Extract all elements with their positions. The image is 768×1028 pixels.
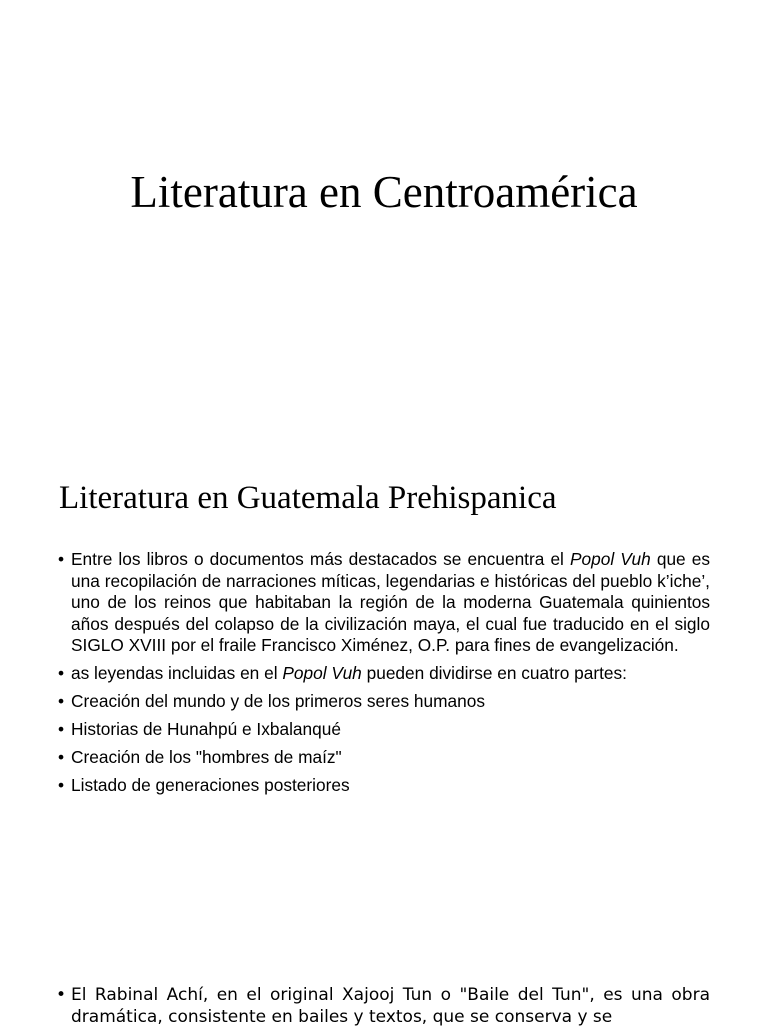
list-item [58,663,710,685]
bullet-list [58,549,710,803]
bullet-text: as leyendas incluidas en el [71,663,283,683]
bullet-text: Entre los libros o documentos más destacados se encuentra el [71,549,570,569]
bullet-icon: • [58,747,65,767]
list-item [58,691,710,713]
book-title-popol-vuh: Popol Vuh [282,663,362,683]
bullet-text: El Rabinal Achí, en el original Xajooj Tun o "Baile del Tun", es una obra dramática, consistente en bailes y textos, que se conserva y se [71,985,710,1027]
bullet-text: Creación del mundo y de los primeros seres humanos [71,691,485,711]
bullet-icon: • [58,775,65,795]
list-item [58,549,710,657]
bullet-icon: • [58,719,65,739]
bullet-icon: • [58,663,65,683]
list-item [56,984,710,1028]
bullet-list-continued [56,984,710,1028]
bullet-text: Historias de Hunahpú e Ixbalanqué [71,719,341,739]
list-item [58,747,710,769]
bullet-text: pueden dividirse en cuatro partes: [361,663,627,683]
bullet-text: que es una recopilación de narraciones míticas, legendarias e históricas del pueblo k’iche’, uno de los reinos que habitaban la región de la moderna Guatemala quinientos años después del colapso de la civilización maya, el cual fue traducido en el siglo SIGLO XVIII por el fraile Francisco Ximénez, O.P. para fines de evangelización. [71,549,711,655]
list-item [58,775,710,797]
bullet-icon: • [58,691,65,711]
list-item [58,719,710,741]
book-title-popol-vuh: Popol Vuh [570,549,651,569]
slide-title: Literatura en Centroamérica [130,167,638,217]
bullet-icon: • [58,549,65,569]
bullet-text: Listado de generaciones posteriores [71,775,350,795]
bullet-icon: • [56,985,67,1005]
bullet-text: Creación de los "hombres de maíz" [71,747,342,767]
section-heading: Literatura en Guatemala Prehispanica [59,480,557,516]
